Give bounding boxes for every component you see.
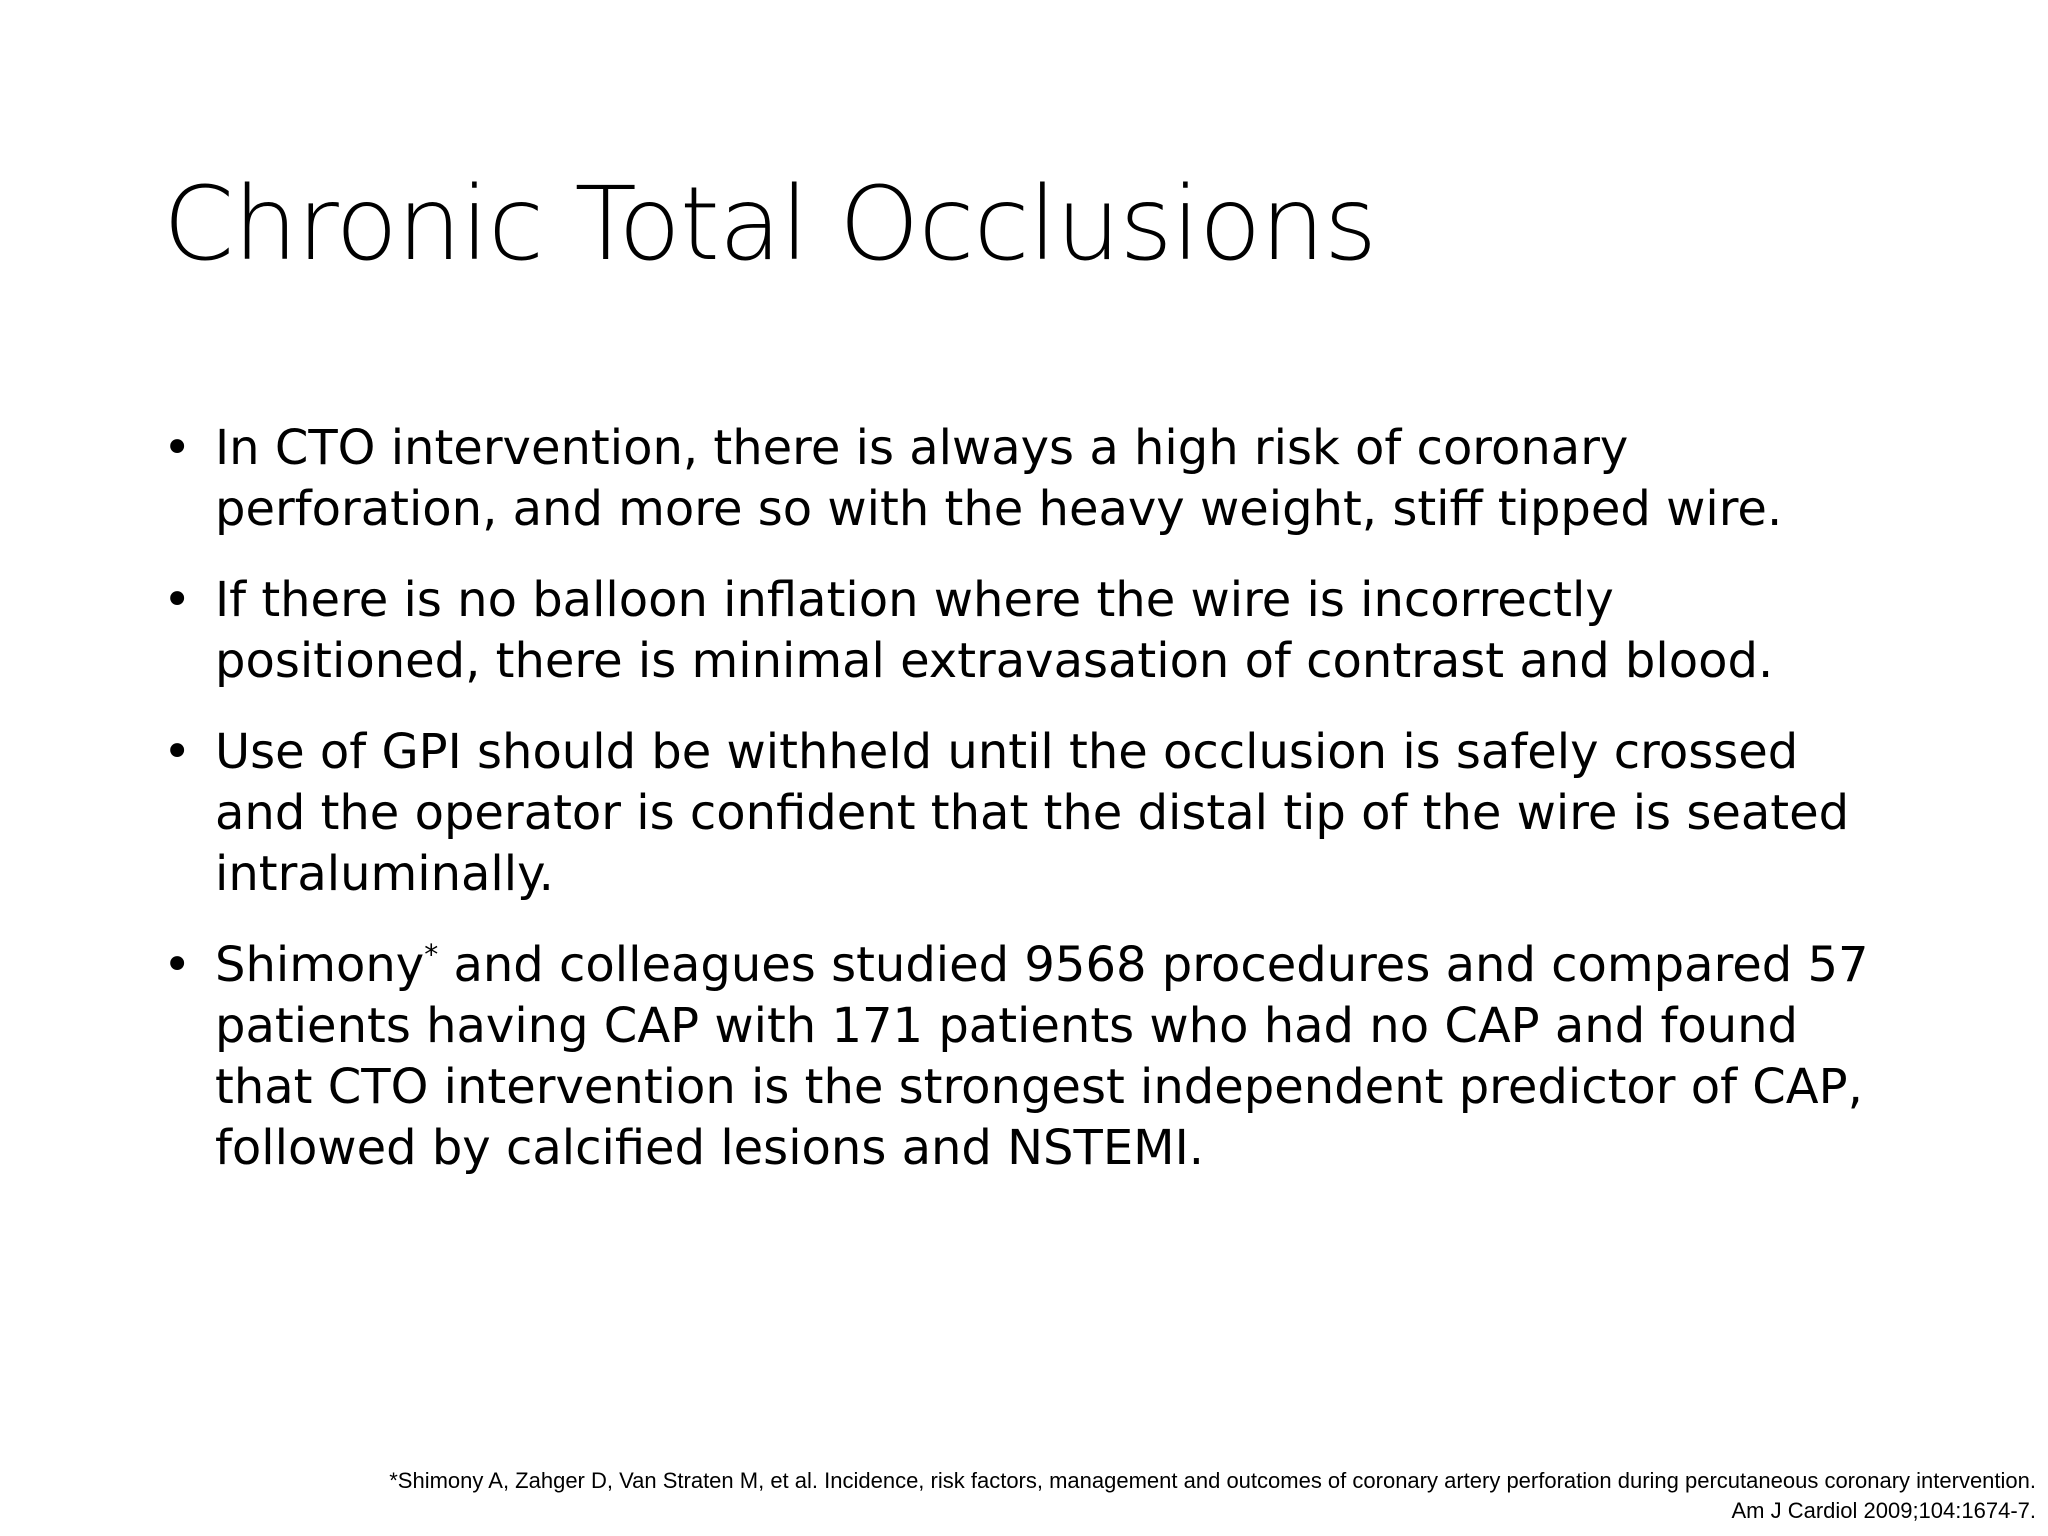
bullet-item	[163, 570, 1893, 692]
bullet-text: If there is no balloon inflation where the wire is incorrectly positioned, there is minimal extravasation of contrast and blood.	[215, 572, 1774, 689]
bullet-item	[163, 418, 1893, 540]
bullet-marker: •	[163, 420, 192, 476]
bullet-text-continuation: and colleagues studied 9568 procedures and compared 57 patients having CAP with 171 patients who had no CAP and found that CTO intervention is the strongest independent predictor of CAP, followed by calcified lesions and NSTEMI.	[215, 937, 1869, 1176]
author-name: Shimony	[215, 937, 425, 993]
bullet-list	[163, 418, 1893, 1209]
bullet-item	[163, 722, 1893, 905]
bullet-text	[215, 937, 1869, 1176]
footnote-reference-marker: *	[424, 938, 439, 971]
bullet-marker: •	[163, 572, 192, 628]
bullet-marker: •	[163, 937, 192, 993]
footnote-citation	[389, 1466, 2036, 1526]
bullet-item	[163, 935, 1893, 1179]
slide-title: Chronic Total Occlusions	[163, 165, 1377, 284]
footnote-line-1: *Shimony A, Zahger D, Van Straten M, et al. Incidence, risk factors, management and outcomes of coronary artery perforation during percutaneous coronary intervention.	[389, 1468, 2036, 1493]
bullet-text: Use of GPI should be withheld until the occlusion is safely crossed and the operator is confident that the distal tip of the wire is seated intraluminally.	[215, 724, 1850, 902]
bullet-text: In CTO intervention, there is always a high risk of coronary perforation, and more so with the heavy weight, stiff tipped wire.	[215, 420, 1783, 537]
footnote-line-2: Am J Cardiol 2009;104:1674-7.	[1731, 1498, 2036, 1523]
bullet-marker: •	[163, 724, 192, 780]
